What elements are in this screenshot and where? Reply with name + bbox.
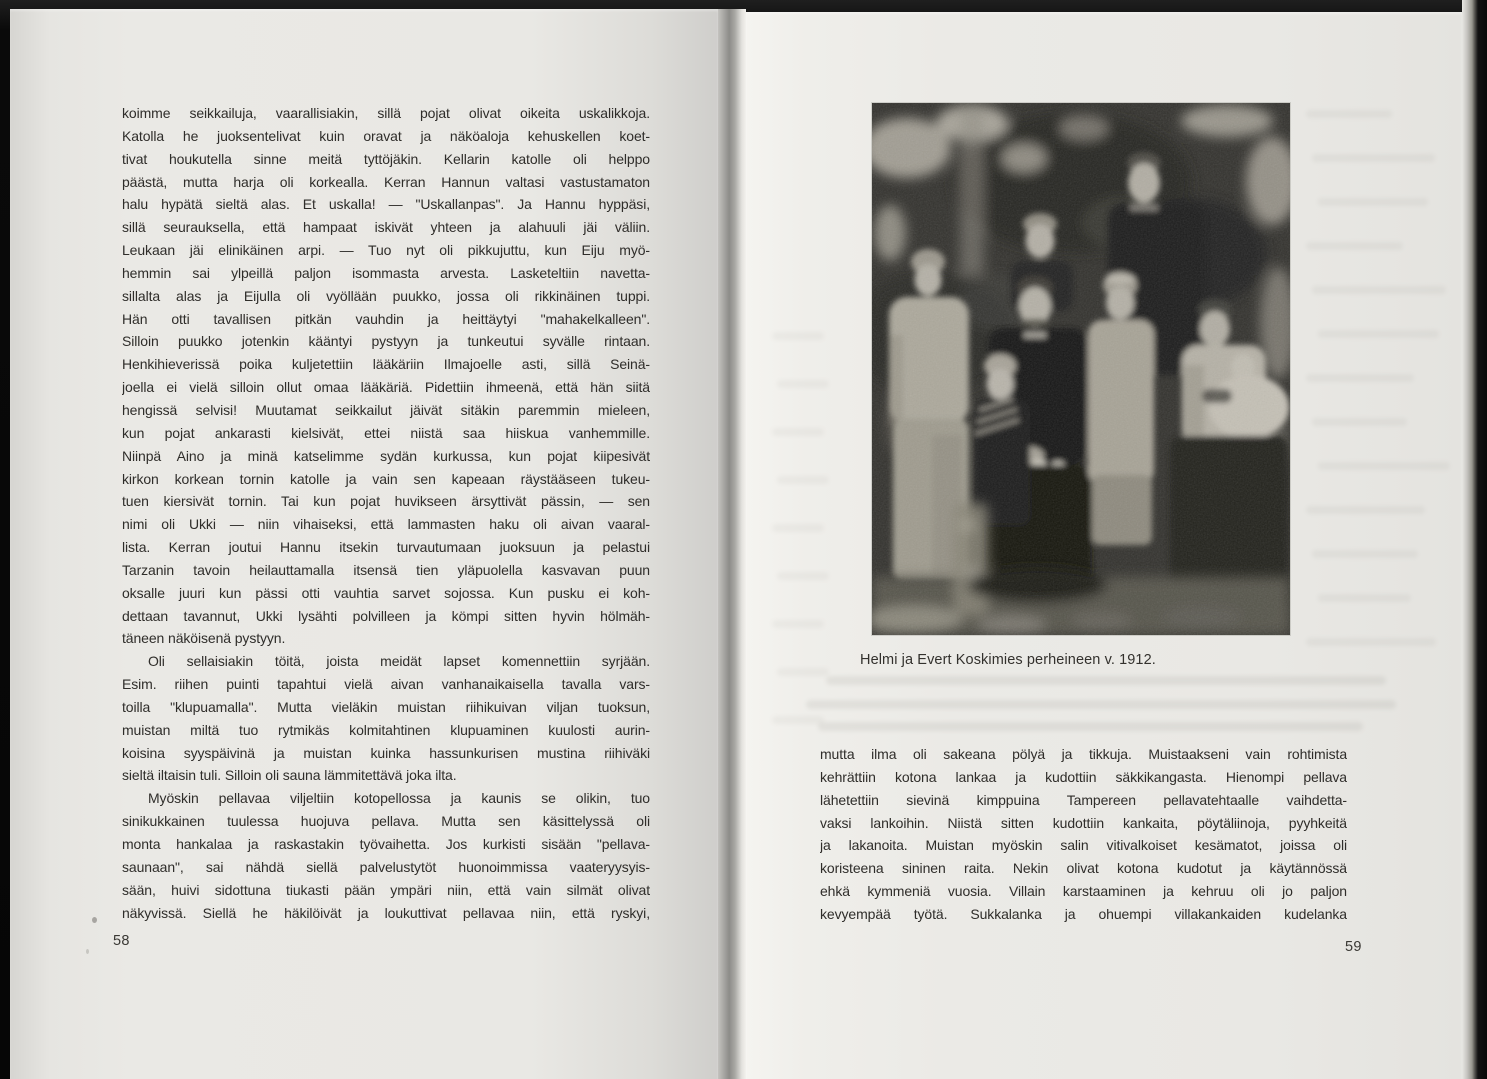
text-line: tivat houkutella sinne meitä tyttöjäkin. Kellarin katolle oli helppo (122, 150, 650, 167)
text-line: näkyvissä. Siellä he häkilöivät ja loukuttivat pellavaa niin, että ryskyi, (122, 904, 650, 921)
page-left (10, 9, 718, 1079)
text-line: koimme seikkailuja, vaarallisiakin, sillä pojat olivat oikeita uskalikkoja. (122, 105, 650, 121)
show-through-ghosting (772, 524, 824, 532)
text-line: kehrättiin kotona lankaa ja kudottiin säkkikangasta. Hienompi pellava (820, 768, 1347, 785)
show-through-ghosting (1306, 374, 1414, 382)
text-line: Oli sellaisiakin töitä, joista meidät lapset komennettiin syrjään. (148, 653, 650, 670)
text-line: mutta ilma oli sakeana pölyä ja tikkuja. Muistaakseni vain rohtimista (820, 746, 1347, 762)
show-through-ghosting (777, 668, 829, 676)
text-line: tuen kiersivät tornin. Tai kun pojat huvikseen ärsyttivät pässin, — sen (122, 493, 650, 510)
show-through-ghosting (772, 716, 824, 724)
dust-speck (86, 949, 89, 954)
page-number-right: 59 (1345, 939, 1362, 955)
left-page-text (122, 102, 650, 924)
show-through-ghosting (806, 700, 1396, 709)
book-gutter (718, 9, 746, 1079)
show-through-ghosting (1306, 110, 1392, 118)
show-through-ghosting (818, 722, 1363, 731)
show-through-ghosting (1318, 462, 1450, 470)
show-through-ghosting (772, 332, 824, 340)
show-through-ghosting (1312, 550, 1418, 558)
right-page-text (820, 743, 1347, 926)
text-line: nimi oli Ukki — niin vihaiseksi, että lammasten haku oli aivan vaaral- (122, 516, 650, 533)
text-line: Hän otti tavallisen pitkän vauhdin ja heittäytyi "mahakelkalleen". (122, 310, 650, 327)
text-line: dettaan tavannut, Ukki lysähti polvilleen ja kömpi sitten hyvin hölmäh- (122, 607, 650, 624)
show-through-ghosting (1312, 418, 1407, 426)
text-line: monta hankalaa ja raskastakin työvaihetta. Jos kurkisti sisään "pellava- (122, 836, 650, 852)
family-photo-art (872, 103, 1290, 635)
page-edge (1462, 0, 1487, 1079)
text-line: Myöskin pellavaa viljeltiin kotopellossa ja kaunis se olikin, tuo (148, 790, 650, 807)
show-through-ghosting (1312, 286, 1446, 294)
text-line: Henkihieverissä poika kuljetettiin lääkäriin Ilmajoelle asti, sillä Seinä- (122, 356, 650, 373)
text-line: Tarzanin tavoin heilauttamalla itsensä tien yläpuolella kasvavan puun (122, 561, 650, 578)
family-photo (872, 103, 1290, 635)
text-line: saunaan", sai nähdä siellä palvelustytöt huonoimmissa vaateryysyis- (122, 858, 650, 875)
text-line: koisina syyspäivinä ja muistan kuinka hassunkurisen mustina riihiväki (122, 744, 650, 761)
text-line: oksalle juuri kun pässi otti vauhtia sarvet sojossa. Kun pusku ei koh- (122, 584, 650, 601)
text-line: hengissä selvisi! Muutamat seikkailut jäivät sitäkin paremmin mieleen, (122, 401, 650, 418)
text-line: Silloin puukko jotenkin kääntyi pystyyn ja tunkeutui syvälle rintaan. (122, 333, 650, 350)
text-line: Esim. riihen puinti tapahtui vielä aivan vanhanaikaisella tavalla vars- (122, 676, 650, 693)
text-line: täneen näköisenä pystyyn. (122, 630, 286, 647)
show-through-ghosting (1318, 330, 1439, 338)
text-line: sillä seurauksella, että hampaat iskivät yhteen ja alahuuli jäi väliin. (122, 219, 650, 236)
text-line: kun pojat ankarasti kielsivät, ettei niistä saa hiiskua vanhemmille. (122, 424, 650, 441)
show-through-ghosting (1318, 198, 1428, 206)
text-line: koristeena sininen raita. Nekin olivat kotona kudotut ja käytännössä (820, 860, 1347, 877)
text-line: sinikukkainen tuulessa huojuva pellava. Mutta sen käsittelyssä oli (122, 813, 650, 830)
show-through-ghosting (1312, 154, 1435, 162)
text-line: hemmin sai ylpeillä paljon isommasta arvesta. Lasketeltiin navetta- (122, 264, 650, 281)
show-through-ghosting (777, 380, 829, 388)
photo-caption: Helmi ja Evert Koskimies perheineen v. 1912. (860, 652, 1156, 668)
text-line: sillalta alas ja Eijulla oli vyöllään puukko, jossa oli rikkinäinen tuppi. (122, 287, 650, 304)
text-line: Niinpä Aino ja minä katselimme sydän kurkussa, kun pojat kiipesivät (122, 447, 650, 464)
show-through-ghosting (1306, 506, 1425, 514)
text-line: päästä, mutta harja oli korkealla. Kerran Hannun valtasi vastustamaton (122, 173, 650, 190)
text-line: toilla "klupuamalla". Mutta vieläkin muistan riihikuivan viljan tuoksun, (122, 698, 650, 715)
page-right (746, 12, 1462, 1079)
text-line: muistan miltä tuo rytmikäs kolmitahtinen klupuaminen kuulosti aurin- (122, 721, 650, 738)
show-through-ghosting (777, 572, 829, 580)
text-line: kirkon korkean tornin katolle ja vain sen kapeaan räystääseen tukeu- (122, 470, 650, 487)
text-line: kevyempää työtä. Sukkalanka ja ohuempi villakankaiden kudelanka (820, 905, 1347, 922)
text-line: Leukaan jäi elinikäinen arpi. — Tuo nyt oli pikkujuttu, kun Eiju myö- (122, 242, 650, 259)
show-through-ghosting (772, 620, 824, 628)
text-line: sään, huivi sidottuna tiukasti pään ympäri niin, että vain silmät olivat (122, 881, 650, 898)
show-through-ghosting (777, 476, 829, 484)
show-through-ghosting (1306, 242, 1403, 250)
text-line: ja lakanoita. Muistan myöskin salin vitivalkoiset kesämatot, joissa oli (820, 837, 1347, 854)
text-line: joella ei vielä silloin ollut omaa lääkäriä. Pidettiin ihmeenä, että hän siitä (122, 379, 650, 396)
text-line: halu hypätä sieltä alas. Et uskalla! — "Uskallanpas". Ja Hannu hyppäsi, (122, 196, 650, 213)
show-through-ghosting (772, 428, 824, 436)
text-line: Katolla he juoksentelivat kuin oravat ja näköaloja kehuskellen koet- (122, 127, 650, 144)
text-line: vaksi lankoihin. Niistä sitten kudottiin kankaita, pöytäliinoja, pyyhkeitä (820, 814, 1347, 831)
page-number-left: 58 (113, 933, 130, 949)
text-line: lähetettiin sievinä kimppuina Tampereen pellavatehtaalle vaihdetta- (820, 791, 1347, 808)
text-line: sieltä iltaisin tuli. Silloin oli sauna lämmitettävä joka ilta. (122, 767, 457, 784)
text-line: lista. Kerran joutui Hannu itsekin turvautumaan juoksuun ja pelastui (122, 539, 650, 556)
show-through-ghosting (1306, 638, 1436, 646)
text-line: ehkä kymmeniä vuosia. Villain karstaaminen ja kehruu oli jo paljon (820, 883, 1347, 900)
show-through-ghosting (826, 676, 1386, 685)
show-through-ghosting (1318, 594, 1411, 602)
dust-speck (92, 917, 97, 923)
